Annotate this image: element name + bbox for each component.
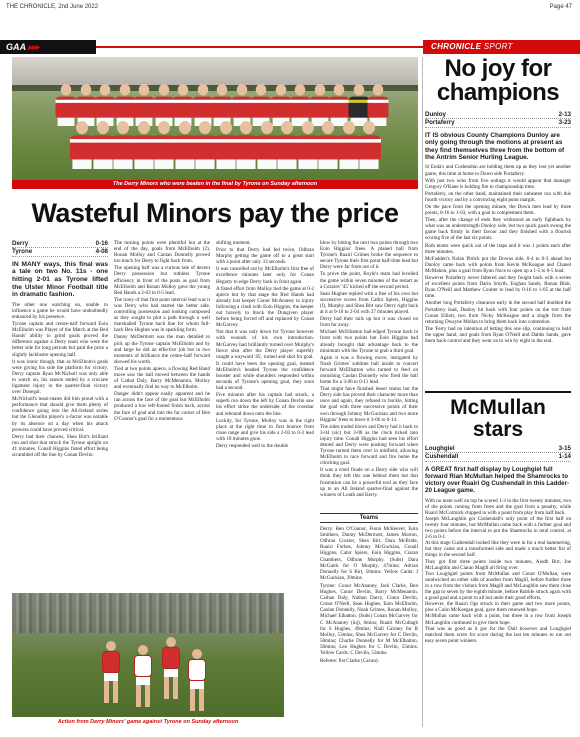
- player-figure: [153, 84, 174, 126]
- article-paragraph: McMullan came back with a point, but three in a row from Joseph McLaughlin continued to give them hope.: [425, 613, 571, 626]
- player-figure: [348, 84, 369, 126]
- article-paragraph: blow by hitting the next two points through two Eoin Higgins' frees. A planed ball from Tyrone's Ruairi Grimes broke the sequence to secure Tyrone their first point half-time lead but Derry were far from out of it.: [320, 240, 418, 271]
- player-figure: [290, 84, 311, 126]
- article-paragraph: That might have finished lesser teams but the Derry side has proved their character more than once and again, they refused to buckle, hitting the goal with three successive points of their own through Johnny McGuckian and two more Higgins' frees to leave it 3-06 to 0-14.: [320, 386, 418, 423]
- article-paragraph: Then, after the change of ends they withstood an early fightback by what was an understrength Dunloy side, but two quick goals swung the game back firmly in their favour and they finished with a flourish scoring five of the last six points.: [425, 217, 571, 242]
- article-paragraph: That was as good as it got for the 'Dall however and Loughgiel matched them score for score during the last ten minutes to run out easy seven point winners.: [425, 625, 571, 644]
- player-figure: [75, 84, 96, 126]
- sidebar-headline: No joy for champions: [436, 55, 560, 106]
- article-paragraph: Both teams were quick out of the traps and it was 1 points each after three minutes.: [425, 242, 571, 255]
- article-paragraph: Tied at two points apiece, a flowing Red Hand move saw the ball moved between the hands of Cathal Daly, Barry McMenamin, Molloy and eventually find its way to McElholm.: [114, 365, 210, 391]
- article-paragraph: Danny McDermott was the man detailed to pick up the Tyrone captain McElholm and by and large he did an effective job but in two moments of brilliance the centre-half forward showed his worth.: [114, 334, 210, 365]
- article-paragraph: McFadden's Nolan Pittick put the Downs side, 0-4 to 0-3 ahead but Dunloy came back with points from Kevin McKeague and Chanel McMahon, plus a goal from Ryan Noce to open up a 1-5 to 0-5 lead.: [425, 255, 571, 274]
- article-paragraph: Derry had their chances, Shea Birt's brilliant run and shot that struck the Tyrone upright on 41 minutes. Conall Higgins fisted effort being scrambled off the line by Conan Devlin.: [12, 433, 108, 459]
- player-figure: [329, 84, 350, 126]
- article-paragraph: Referee: Pat Clarke (Cavan).: [320, 658, 379, 665]
- score-row: Loughgiel 3-15: [425, 445, 571, 452]
- article-paragraph: Five minutes after his captain had struck, a superb run down the left by Conan Devlin saw his effort strike the underside of the crossbar and rebound down onto the line.: [216, 392, 314, 417]
- sidebar-headline: McMullan stars: [425, 391, 571, 441]
- teams-box: [320, 510, 418, 666]
- article-paragraph: Michael McElhatton had edged Tyrone back in front with two points but Eoin Higgins had already brought that advantage back to the minimum with the Tyrone to grab a third goal.: [320, 329, 418, 354]
- article-paragraph: Derry had their tails up but it was closed on from far away.: [320, 316, 418, 329]
- article-paragraph: With just two wins from five outings it would appear that manager Gregory O'Kane is holding fire to championship time.: [425, 177, 571, 190]
- score-row: Cushendall 1-14: [425, 453, 571, 461]
- action-photo-caption: Action from Derry Minors' game against Tyrone on Sunday afternoon: [57, 719, 239, 725]
- player-figure: [251, 84, 272, 126]
- photo-caption: The Derry Minors who were beaten in the final by Tyrone on Sunday afternoon: [12, 180, 418, 189]
- column-divider: [422, 57, 423, 727]
- player-figure: [309, 84, 330, 126]
- article-paragraph: They got first three points inside two minutes, Aiodh Birt, Joe McLaughlin and Ciaran Magill all firing over.: [425, 558, 571, 571]
- article-paragraph: However, the Ruairi Ogs struck in their game and two more points, plus a Colin McKeegan goal, gave them renewed hope.: [425, 601, 571, 614]
- chevron-right-icon: ▸▸▸: [28, 42, 39, 52]
- player-figure: [114, 84, 135, 126]
- article-paragraph: Two Loughgiel points from McMullan and Conor O'Mullan, were sandwiched on either side of another from Magill, before further three in a row from the visitors from Magill and McLaughlin saw them close the gap to seven by the eighth minute, before Rubble struck again with a good goal and a point to all but undo their good efforts.: [425, 570, 571, 602]
- article-paragraph: With no team well on top he scored 1-3 in the first twenty minutes, two of the points coming from frees and the goal from a penalty, while Ruairi McCormick chipped in with a point from play from half back.: [425, 497, 571, 516]
- scoreline: [12, 240, 108, 257]
- article-paragraph: Tyrone captain and centre-half forward Eoin McElholm was Player of the Match at the Red Hands' ability to grind goals proved the difference against a Derry team who were the better side for long periods but paid the price a slightly lacklustre opening half.: [12, 321, 108, 358]
- player-figure: [173, 84, 194, 126]
- article-paragraph: It was ironic though, that as McElhom's goals were giving his side the platform for victory, Derry captain Ryan McNicholl was only able to watch on, his season ended by a cruciate ligament injury in the quarter-final victory over Donegal.: [12, 358, 108, 396]
- article-paragraph: Not that it was only down for Tyrone however with wounds of his own introduction. McGarvey had brilliantly turned over Murphy's fierce shot after the Derry player superbly caught a wayward '45', turned and shot for goal.: [216, 329, 314, 360]
- article-paragraph: Derry responded well to the double: [216, 443, 288, 449]
- article-paragraph: The other one watching on, unable to influence a game he would have undoubtedly enhanced by his presence.: [12, 301, 108, 320]
- article-paragraph: However Portaferry never faltered and they fought back with a series of excellent points from Darin Smyth, Eoghan Sands, Ronan Blair, Ryan O'Neill and Matthew Coulter to lead by 0-16 to 1-05 at the half time.: [425, 275, 571, 300]
- score-row: Dunloy 2-13: [425, 111, 571, 118]
- article-paragraph: Prior to that Derry had led twice, Odhran Murphy getting the game off to a great start with a point after only 33 seconds.: [216, 247, 314, 266]
- score-row: Portaferry 3-23: [425, 119, 571, 127]
- score-row: Derry 0-16: [12, 240, 108, 247]
- player-figure: [134, 84, 155, 126]
- player-figure: [188, 649, 206, 711]
- player-figure: [357, 121, 381, 169]
- article-paragraph: A fisted effort from Molloy tied the game at 0-2 apiece but by that stage the Red Hands had already lost keeper Conor McAnaney to injury following a clash with Eoin Higgins, the keeper out bravely to block the Dungiven player before being forced off and replaced by Conan McGarvey.: [216, 285, 314, 329]
- player-figure: [162, 637, 180, 699]
- player-figure: [102, 641, 120, 703]
- article-paragraph: The irony of that first point interval lead was it was Derry who had started the better side, controlling possession and looking composed as they sought to plot a path through a well marshalled Tyrone back line for whom full-back Ben Hughes was in sparkling form.: [114, 296, 210, 334]
- sidebar-lede: A GREAT first half display by Loughgiel full forward Rian McMullan helped the Shamrocks to victory over Ruairi Og Cushendall in this Ladder-20 League game.: [425, 465, 570, 495]
- player-figure: [134, 645, 152, 707]
- player-figure: [56, 84, 77, 126]
- article-column-3: [216, 240, 314, 450]
- chronicle-sport-brand: CHRONICLE SPORT: [423, 40, 580, 54]
- article-paragraph: On the pace from the opening minute, the Down men lead by three points, 0-16 to 1-03, with a goal to complement them.: [425, 204, 571, 217]
- score-row: Tyrone 4-08: [12, 248, 108, 256]
- article-paragraph: Again it was a flowing move, instigated by Noah Grimes' sublime ball inside to concert forward McElhatton who turned to feed on onrushing Caolan Donnelly who fired the ball home for a 3-06 to 0-11 lead.: [320, 354, 418, 386]
- article-paragraph: McNicholl's team-mates did him proud with a performance that should give them plenty of confidence going into the All-Ireland series but the Glenullin player's x-factor was notable by its absence on a day when his attack prowess could have proved critical.: [12, 396, 108, 433]
- main-headline: Wasteful Minors pay the price: [31, 198, 399, 228]
- section-masthead: [0, 40, 580, 54]
- sidebar-story-dunloy: [425, 57, 571, 345]
- article-lede: IN MANY ways, this final was a tale on two No. 11s - one hitting 2-01 as Tyrone lifted the Ulster Minor Football title in dramatic fashion.: [12, 260, 108, 299]
- article-paragraph: The 'Ferry had no intention of letting this one slip, continuing to hold the upper hand, and goals from Ryan O'Neill and Dabbs Sands, gave them back control and they went on to win by eight in the end.: [425, 325, 571, 344]
- article-paragraph: It could have been the opening goal, instead McElholm's headed Tyrone the confidence booster and while shoulders responded within seconds of Tyrone's opening goal, they soon had a second.: [216, 360, 314, 392]
- article-paragraph: It was a cruel finale on a Derry side who will think they left this one behind them but that frustration can be a powerful tool as they face up to an All Ireland quarter-final against the winners of Louth and Kerry.: [320, 467, 418, 498]
- sidebar-lede: IT IS obvious County Champions Dunloy are only going through the motions at present as they find themselves three from the bottom of the Antrim Senior Hurling League.: [425, 131, 565, 162]
- article-paragraph: The opening half was a curious tale of decent Derry possession but ruthless Tyrone efficiency in front of the posts as goal from McElholm and Ronan Molloy gave the young Red Hands a 2-03 to 0-5 lead.: [114, 265, 210, 296]
- article-paragraph: To prove the point, Boyle's team had levelled the game within seven minutes of the restart as a Cozzies' '45' kicked off the second period.: [320, 271, 418, 290]
- player-figure: [95, 84, 116, 126]
- article-paragraph: Tyrone: Conor McAnaney, Jack Clarke, Ben Hughes, Conor Devlin, Barry McMenamin, Caihan Daly, Nathan Darcy, Conor Devlin, Conor O'Neill, Sean Hughes, Eoin McElholm, Caolan Donnelly, Noah Grimes, Ronan Molloy, Michael Elhatton. (Subs) Conan McGarvey for C McAnaney (inj), 6mins; Ruairi McCullagh for S Hughes, 49mins; Niall Cairney for R Molloy, 53mins; Shea McGarvey for C Devlin, 58mins; Charlie Donnelly for M McElhatton, 58mins; Leo Hughes for C Devlin, 55mins. Yellow Cards: C Devlin, 53mins.: [320, 582, 418, 656]
- player-figure: [368, 84, 389, 126]
- article-column-1: [12, 240, 108, 459]
- action-photo: [12, 593, 284, 717]
- article-paragraph: Sean Hughes replied with a free of his own but successive scores from Cathir Spiers, Higgins (f), Murphy and Shea Birt saw Derry right back at it at 0-10 to 2-04 with 37 minutes played.: [320, 290, 418, 316]
- page-number: Page 47: [549, 4, 572, 10]
- player-figure: [192, 84, 213, 126]
- scoreline: [425, 445, 571, 462]
- article-column-4: [320, 240, 418, 499]
- article-paragraph: The turning points were plentiful but at the end of the day, goals from McElholm (2), Ronan Molloy and Caolan Donnelly proved too much for Derry to fight back from.: [114, 240, 210, 265]
- article-paragraph: Another long Portaferry clearance early in the second half doubled the Portaferry lead, Dunloy hit back with four points on the trot from Conan Elliott, two from Nicky McKeague and a single from the returning Dwayne Mullan to bring them back into contention.: [425, 300, 571, 325]
- article-paragraph: It was cancelled out by McElholm's first free of excellence minutes later only for Conan Hegarty to edge Derry back in front again.: [216, 266, 314, 285]
- article-paragraph: St Enda's and Cushendun are holding them up as they lost yet another game, this time at home to Down side Portaferry.: [425, 164, 571, 177]
- article-paragraph: The sides traded blows and Derry had it back to 3-04 (sic) but 3-08 as the clock ticked into injury time. Conall Higgins had seen his effort denied and Derry were pushing forward when Tyrone turned them over in midfield, allowing McElholm to race forward and fire home the clinching goal.: [320, 423, 418, 467]
- scoreline: [425, 111, 571, 128]
- player-figure: [231, 84, 252, 126]
- article-paragraph: Derry: Ben O'Connor, Fionn McKeever, Eoin Smithers, Danny McDermott, James Morton, Odhran Crozier, Shea Birt, Dara McBride, Ruairi Forbes, Johnny McGuckian, Conall Higgins, Cahir Spiers, Eoin Higgins, Ciaran Chambers, Odhran Murphy. (Subs) Dara McGuirk for O Murphy, 47mins; Adrian Donnelly for S Birt, 56mins. Yellow Cards: J McGuckian, 39mins.: [320, 526, 418, 581]
- article-column-2: [114, 240, 210, 423]
- gaa-section-label: GAA ▸▸▸: [0, 40, 96, 54]
- sidebar-story-loughgiel: [425, 391, 571, 644]
- article-paragraph: Luckily, for Tyrone, Molloy was in the right place at the right time to first bounce from close range and give his side a 2-03 to 0-3 lead with 18 minutes gone.: [216, 417, 314, 442]
- article-paragraph: Portaferry, on the other hand, maintained their unbeaten run with this fourth victory and by a convincing eight point margin.: [425, 190, 571, 203]
- article-paragraph: Danger didn't appear easily apparent and he ran across the face of the goal but McElholm produced a low left-footed finish back, across the face of goal and into the far corner of Ben O'Connor's goal for a momentous: [114, 391, 210, 422]
- publication-date: THE CHRONICLE, 2nd June 2022: [6, 4, 99, 10]
- article-paragraph: shifting moment.: [216, 240, 251, 246]
- article-paragraph: At this stage Cushendall looked like they were in for a real hammering, but they came out a transformed side and made a much better fist of things in the second half.: [425, 540, 571, 559]
- player-figure: [212, 84, 233, 126]
- teams-heading: Teams: [320, 513, 418, 523]
- page-header: [0, 0, 580, 14]
- article-paragraph: Joseph McLaughlin got Cushendall's only point of the first half on twenty four minutes, but McMullan came back with a further goal and two points before the interval to put the Shamrocks in total control, at 2-6 to 0-1.: [425, 515, 571, 541]
- team-photo: [12, 57, 418, 180]
- player-figure: [270, 84, 291, 126]
